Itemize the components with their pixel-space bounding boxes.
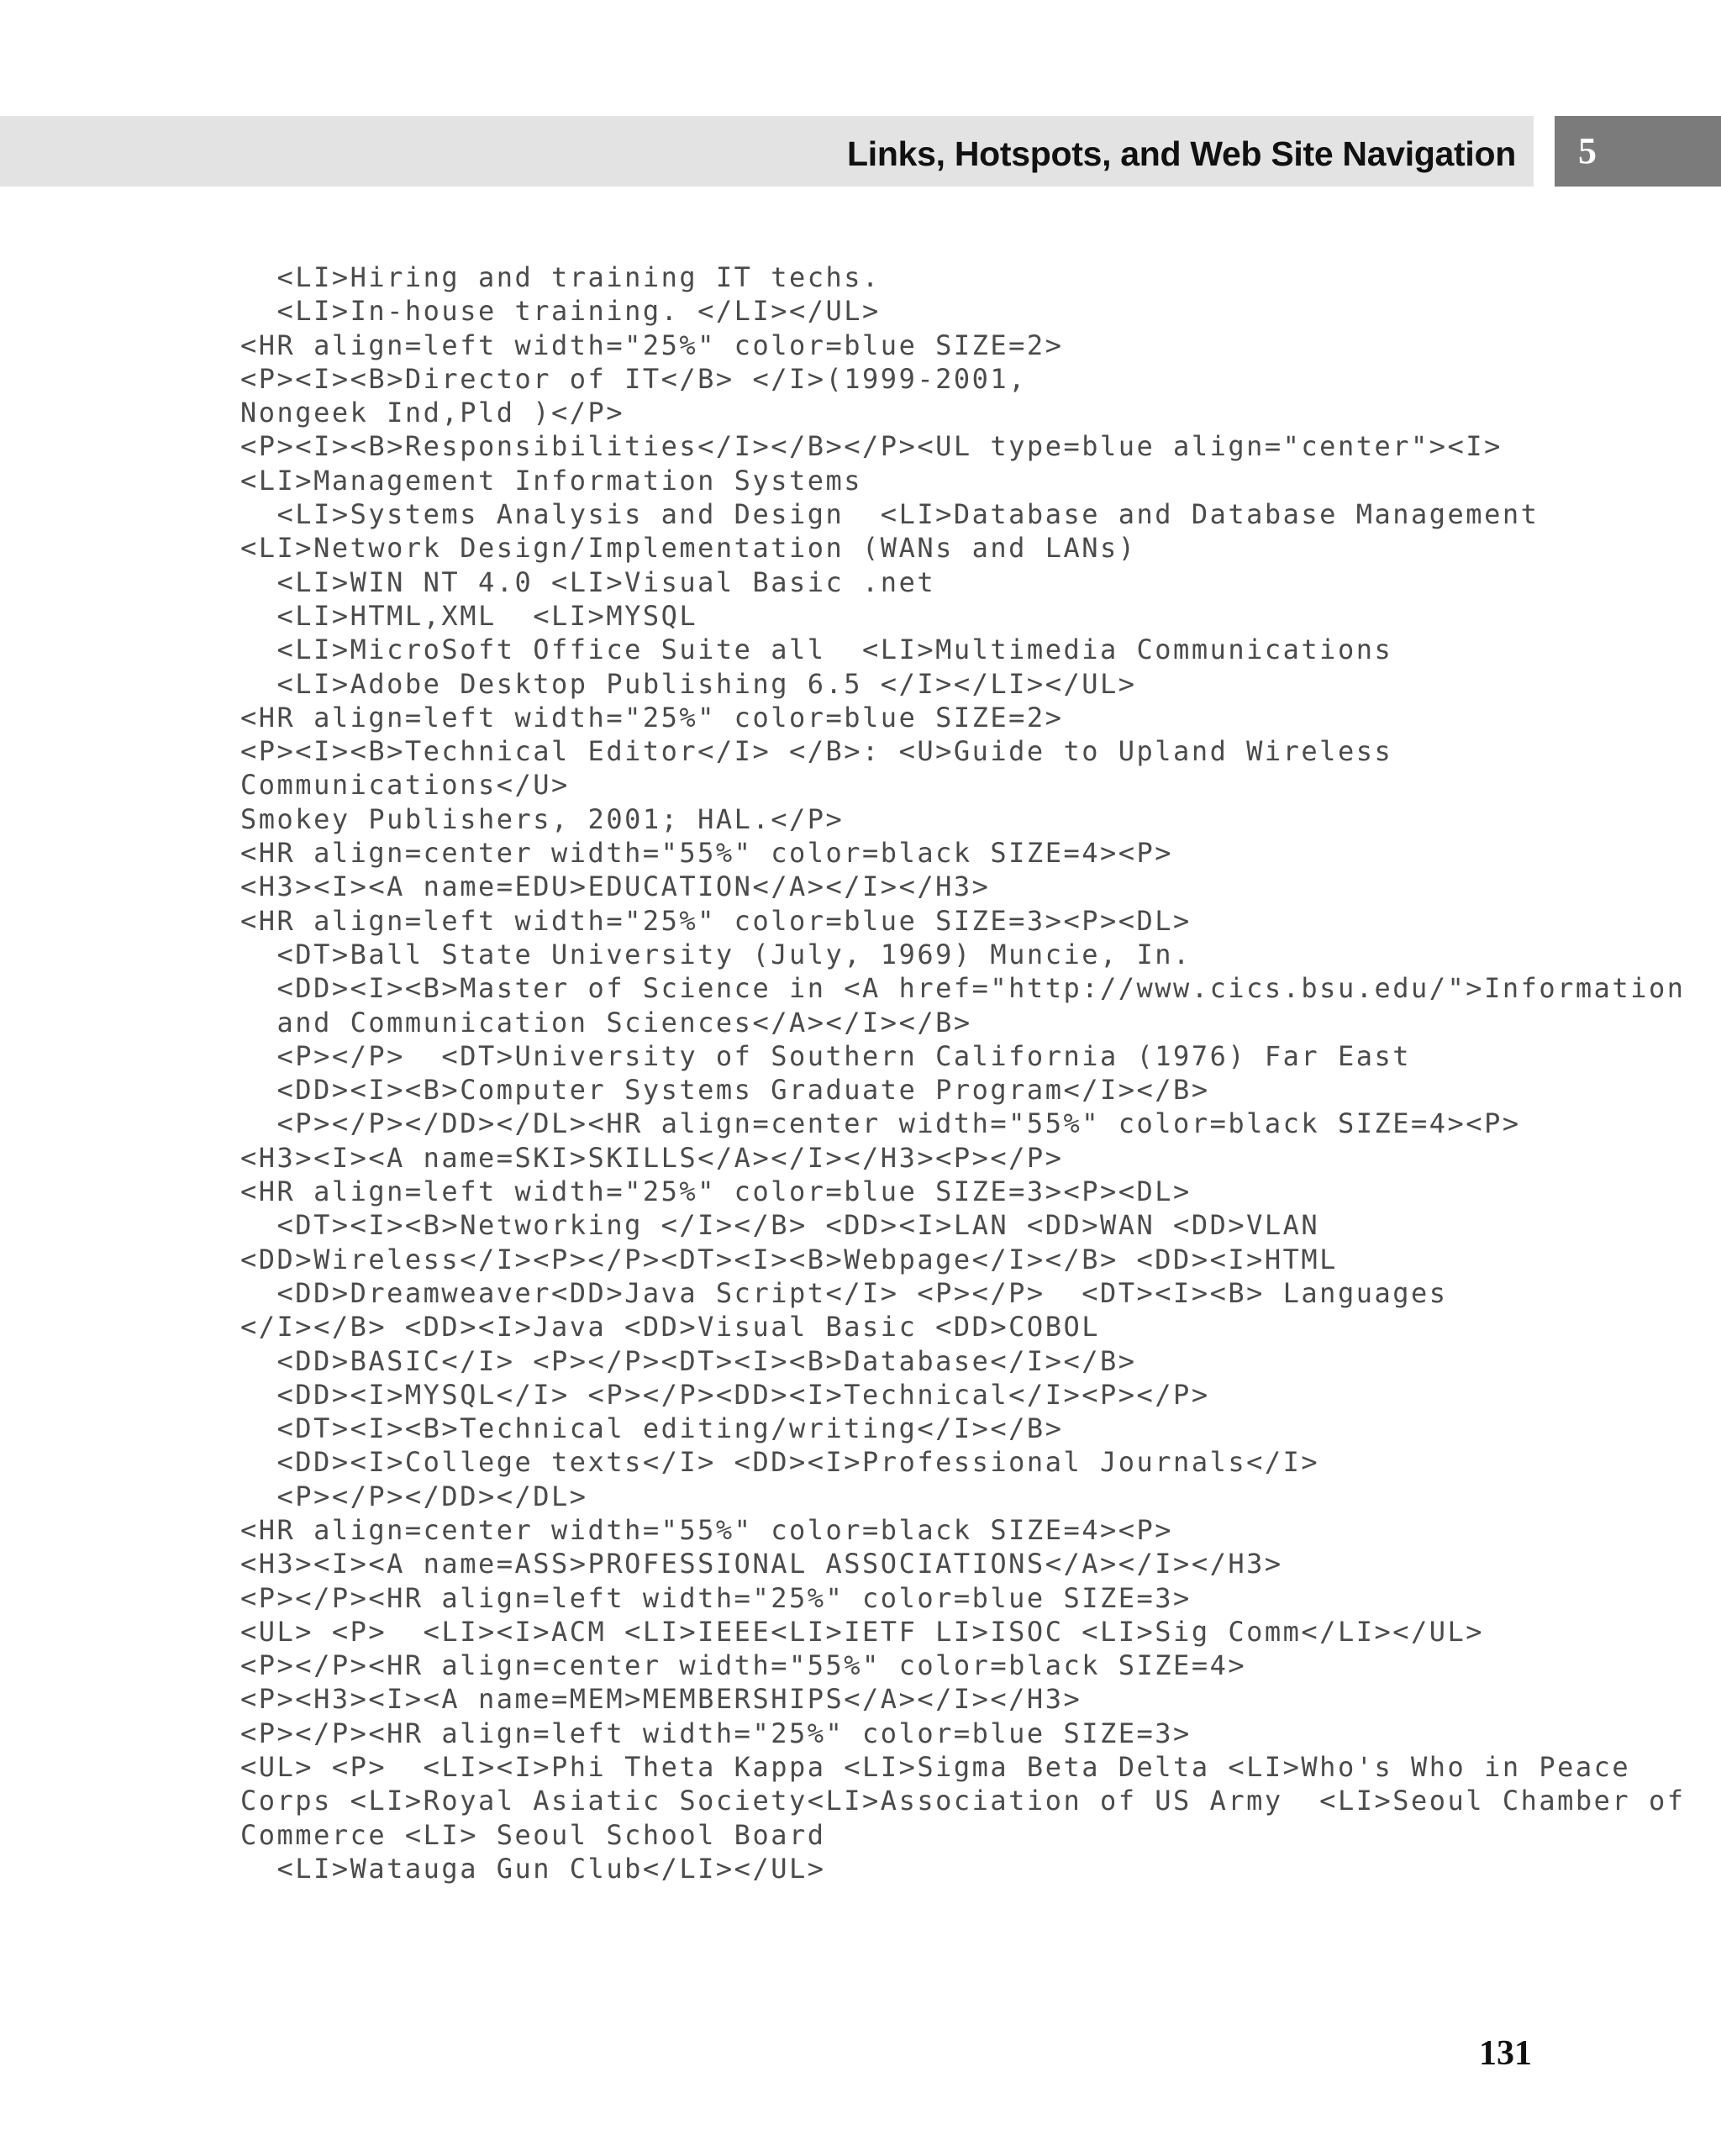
code-line: <LI>WIN NT 4.0 <LI>Visual Basic .net	[240, 565, 936, 598]
code-line: <P></P></DD></DL><HR align=center width="55%" color=black SIZE=4><P>	[240, 1107, 1521, 1140]
code-line: <LI>Hiring and training IT techs.	[240, 261, 881, 293]
code-line: <LI>HTML,XML <LI>MYSQL	[240, 599, 698, 632]
code-line: <P><H3><I><A name=MEM>MEMBERSHIPS</A></I></H3>	[240, 1683, 1082, 1716]
code-line: <H3><I><A name=EDU>EDUCATION</A></I></H3>	[240, 870, 991, 903]
code-line: <P></P><HR align=left width="25%" color=blue SIZE=3>	[240, 1717, 1192, 1749]
code-line: <DD>BASIC</I> <P></P><DT><I><B>Database</I></B>	[240, 1344, 1137, 1377]
code-line: <HR align=left width="25%" color=blue SIZE=3><P><DL>	[240, 1175, 1192, 1208]
code-listing	[240, 260, 1685, 1885]
code-line: <DD>Dreamweaver<DD>Java Script</I> <P></P> <DT><I><B> Languages	[240, 1276, 1448, 1309]
code-line: <DT><I><B>Networking </I></B> <DD><I>LAN <DD>WAN <DD>VLAN	[240, 1209, 1320, 1242]
code-line: <LI>Management Information Systems	[240, 464, 863, 497]
code-line: and Communication Sciences</A></I></B>	[240, 1006, 972, 1039]
chapter-tab	[1555, 116, 1721, 187]
code-line: <P><I><B>Responsibilities</I></B></P><UL type=blue align="center"><I>	[240, 430, 1503, 463]
code-line: <DD><I>College texts</I> <DD><I>Professional Journals</I>	[240, 1446, 1320, 1479]
code-line: <DT><I><B>Technical editing/writing</I></B>	[240, 1412, 1064, 1445]
code-line: <LI>In-house training. </LI></UL>	[240, 295, 881, 328]
code-line: <LI>MicroSoft Office Suite all <LI>Multimedia Communications	[240, 634, 1393, 666]
code-line: <HR align=left width="25%" color=blue SIZE=3><P><DL>	[240, 904, 1192, 937]
chapter-number: 5	[1578, 130, 1597, 171]
code-line: <LI>Network Design/Implementation (WANs and LANs)	[240, 532, 1137, 565]
code-line: <HR align=center width="55%" color=black SIZE=4><P>	[240, 837, 1174, 870]
code-line: <P><I><B>Technical Editor</I> </B>: <U>Guide to Upland Wireless	[240, 735, 1393, 768]
code-line: Nongeek Ind,Pld )</P>	[240, 397, 625, 429]
code-line: <H3><I><A name=ASS>PROFESSIONAL ASSOCIATIONS</A></I></H3>	[240, 1548, 1283, 1580]
code-line: <DT>Ball State University (July, 1969) Muncie, In.	[240, 938, 1192, 970]
code-line: <DD>Wireless</I><P></P><DT><I><B>Webpage</I></B> <DD><I>HTML	[240, 1243, 1338, 1275]
code-line: <P></P></DD></DL>	[240, 1480, 588, 1512]
running-header-title: Links, Hotspots, and Web Site Navigation	[847, 134, 1516, 173]
page-number: 131	[1479, 2034, 1532, 2073]
code-line: <P></P><HR align=left width="25%" color=blue SIZE=3>	[240, 1581, 1192, 1614]
code-line: </I></B> <DD><I>Java <DD>Visual Basic <DD>COBOL	[240, 1311, 1100, 1344]
code-line: Smokey Publishers, 2001; HAL.</P>	[240, 802, 845, 835]
code-line: Communications</U>	[240, 769, 570, 802]
code-line: <UL> <P> <LI><I>ACM <LI>IEEE<LI>IETF LI>ISOC <LI>Sig Comm</LI></UL>	[240, 1615, 1485, 1648]
code-line: <H3><I><A name=SKI>SKILLS</A></I></H3><P></P>	[240, 1141, 1064, 1174]
code-line: Commerce <LI> Seoul School Board	[240, 1818, 826, 1851]
code-line: <UL> <P> <LI><I>Phi Theta Kappa <LI>Sigma Beta Delta <LI>Who's Who in Peace	[240, 1751, 1631, 1784]
code-line: <LI>Adobe Desktop Publishing 6.5 </I></LI></UL>	[240, 667, 1137, 700]
code-line: <DD><I>MYSQL</I> <P></P><DD><I>Technical</I><P></P>	[240, 1378, 1210, 1411]
code-line: <P><I><B>Director of IT</B> </I>(1999-2001,	[240, 362, 1027, 395]
code-line: <P></P> <DT>University of Southern California (1976) Far East	[240, 1039, 1411, 1072]
code-line: <DD><I><B>Master of Science in <A href="http://www.cics.bsu.edu/">Information	[240, 972, 1686, 1005]
code-line: <LI>Systems Analysis and Design <LI>Database and Database Management	[240, 498, 1539, 531]
code-line: <LI>Watauga Gun Club</LI></UL>	[240, 1852, 826, 1885]
code-line: <DD><I><B>Computer Systems Graduate Program</I></B>	[240, 1074, 1210, 1107]
code-line: <HR align=left width="25%" color=blue SIZE=2>	[240, 329, 1064, 361]
code-line: <P></P><HR align=center width="55%" color=black SIZE=4>	[240, 1649, 1247, 1682]
code-line: <HR align=center width="55%" color=black SIZE=4><P>	[240, 1513, 1174, 1546]
code-line: <HR align=left width="25%" color=blue SIZE=2>	[240, 701, 1064, 734]
code-line: Corps <LI>Royal Asiatic Society<LI>Association of US Army <LI>Seoul Chamber of	[240, 1785, 1686, 1817]
